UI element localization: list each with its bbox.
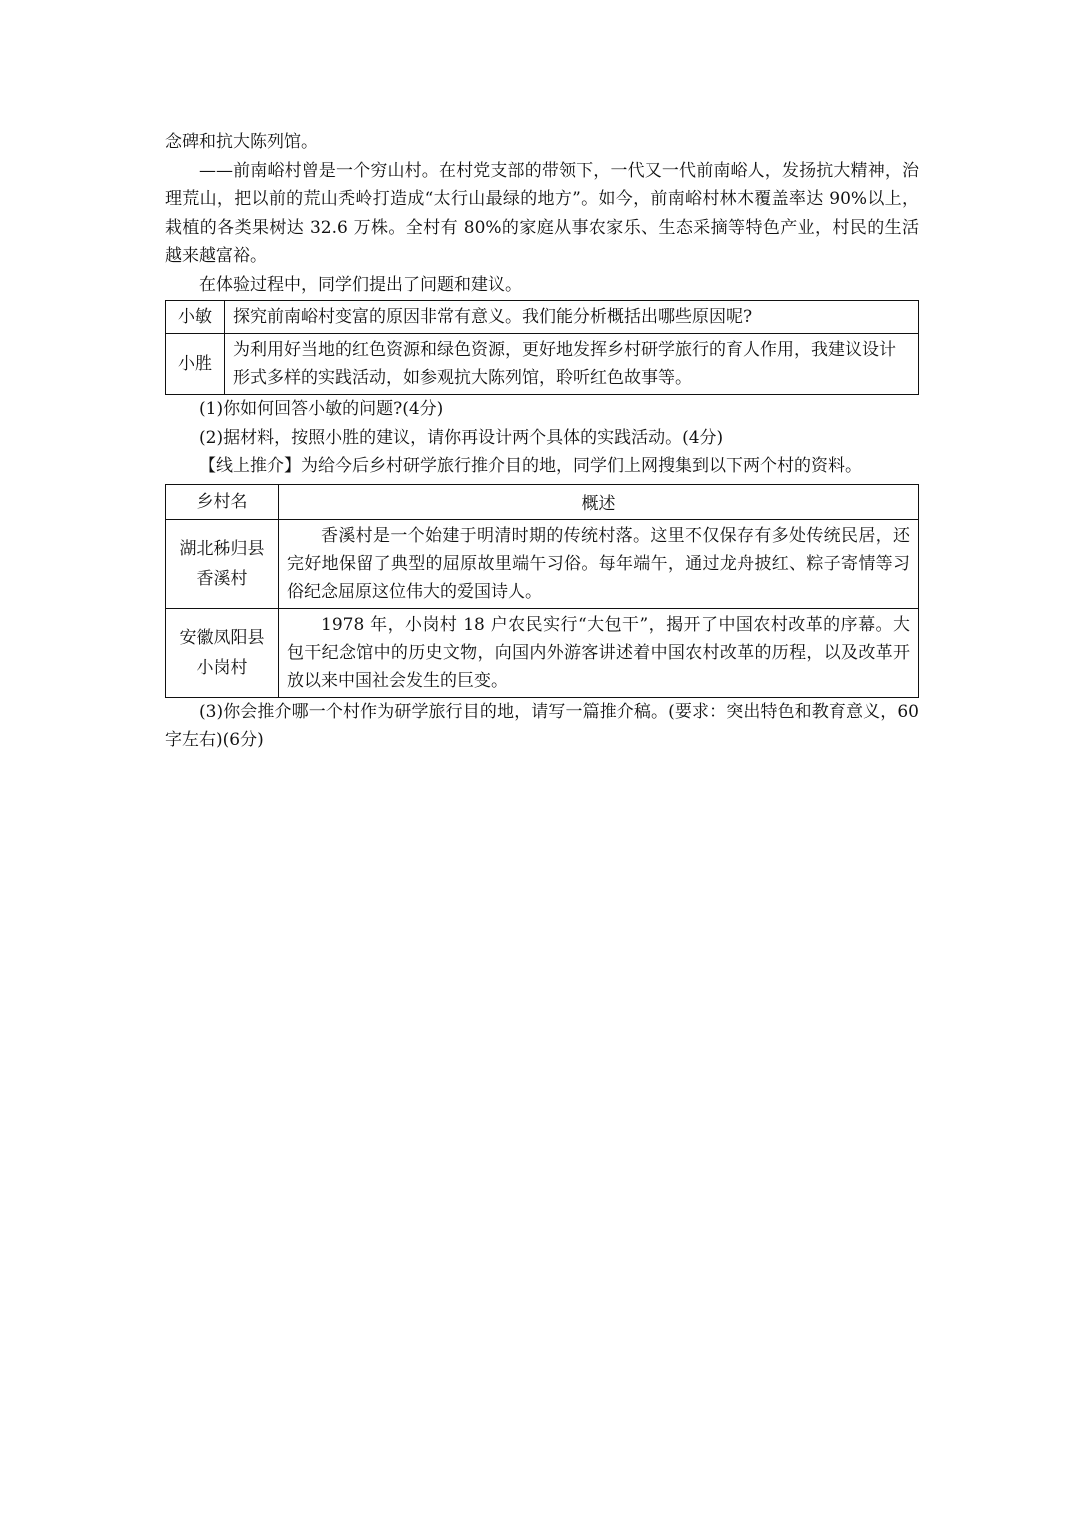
- question-1: (1)你如何回答小敏的问题?(4分): [199, 399, 444, 419]
- speaker-cell: 小敏: [166, 301, 225, 334]
- villages-table: [165, 484, 919, 698]
- dialogue-row: [166, 301, 919, 334]
- document-page: [165, 128, 919, 755]
- paragraph-village: ——前南峪村曾是一个穷山村。在村党支部的带领下，一代又一代前南峪人，发扬抗大精神，治理荒山，把以前的荒山秃岭打造成“太行山最绿的地方”。如今，前南峪村林木覆盖率达 90%以上，栽植的各类果树达 32.6 万株。全村有 80%的家庭从事农家乐、生态采摘等特色产业，村民的生活越来越富裕。: [165, 160, 919, 266]
- question-3: (3)你会推介哪一个村作为研学旅行目的地，请写一篇推介稿。(要求：突出特色和教育意义，60 字左右)(6分): [165, 701, 919, 750]
- question-2: (2)据材料，按照小胜的建议，请你再设计两个具体的实践活动。(4分): [199, 427, 724, 448]
- village-summary-cell: [279, 519, 919, 608]
- village-name-cell: 湖北秭归县香溪村: [166, 519, 279, 608]
- speaker-cell: 小胜: [166, 334, 225, 395]
- speech-cell: 探究前南峪村变富的原因非常有意义。我们能分析概括出哪些原因呢?: [225, 301, 919, 334]
- header-village-name: 乡村名: [166, 484, 279, 519]
- intro-continuation: 念碑和抗大陈列馆。: [165, 132, 318, 152]
- paragraph-experience: 在体验过程中，同学们提出了问题和建议。: [199, 274, 522, 295]
- header-summary: 概述: [279, 484, 919, 519]
- village-name-cell: 安徽凤阳县小岗村: [166, 608, 279, 697]
- speech-cell: 为利用好当地的红色资源和绿色资源，更好地发挥乡村研学旅行的育人作用，我建议设计形式多样的实践活动，如参观抗大陈列馆，聆听红色故事等。: [225, 334, 919, 395]
- dialogue-row: [166, 334, 919, 395]
- dialogue-table: [165, 300, 919, 395]
- table-row: [166, 608, 919, 697]
- table-row: [166, 519, 919, 608]
- village-summary-text: 1978 年，小岗村 18 户农民实行“大包干”，揭开了中国农村改革的序幕。大包干纪念馆中的历史文物，向国内外游客讲述着中国农村改革的历程，以及改革开放以来中国社会发生的巨变。: [287, 614, 910, 691]
- table-header-row: [166, 484, 919, 519]
- online-intro: 【线上推介】为给今后乡村研学旅行推介目的地，同学们上网搜集到以下两个村的资料。: [199, 456, 862, 476]
- village-summary-cell: [279, 608, 919, 697]
- village-summary-text: 香溪村是一个始建于明清时期的传统村落。这里不仅保存有多处传统民居，还完好地保留了典型的屈原故里端午习俗。每年端午，通过龙舟披红、粽子寄情等习俗纪念屈原这位伟大的爱国诗人。: [287, 525, 910, 602]
